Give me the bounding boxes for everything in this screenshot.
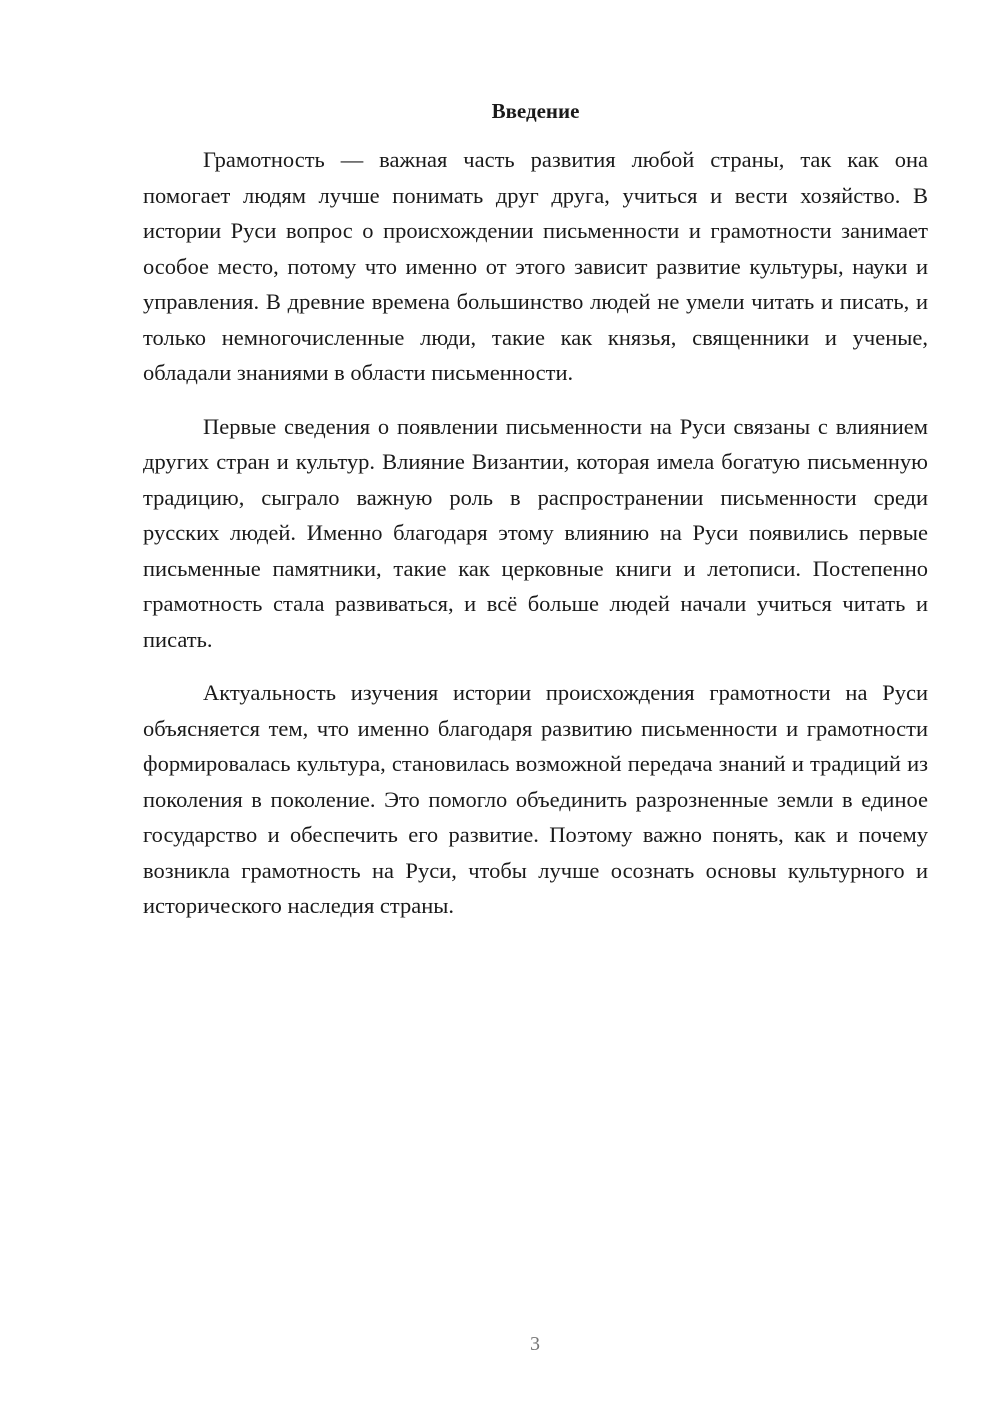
section-title: Введение [491, 99, 580, 123]
paragraph-1: Грамотность — важная часть развития любой страны, так как она помогает людям лучше понимать друг друга, учиться и вести хозяйство. В истории Руси вопрос о происхождении письменности и грамотности занимает особое место, потому что именно от этого зависит развитие культуры, науки и управления. В древние времена большинство людей не умели читать и писать, и только немногочисленные люди, такие как князья, священники и ученые, обладали знаниями в области письменности. [143, 147, 928, 385]
page-number: 3 [530, 1333, 540, 1355]
paragraph-3: Актуальность изучения истории происхождения грамотности на Руси объясняется тем, что именно благодаря развитию письменности и грамотности формировалась культура, становилась возможной передача знаний и традиций из поколения в поколение. Это помогло объединить разрозненные земли в единое государство и обеспечить его развитие. Поэтому важно понять, как и почему возникла грамотность на Руси, чтобы лучше осознать основы культурного и исторического наследия страны. [143, 680, 928, 918]
body-text [143, 142, 928, 942]
paragraph-2: Первые сведения о появлении письменности на Руси связаны с влиянием других стран и культур. Влияние Византии, которая имела богатую письменную традицию, сыграло важную роль в распространении письменности среди русских людей. Именно благодаря этому влиянию на Руси появились первые письменные памятники, такие как церковные книги и летописи. Постепенно грамотность стала развиваться, и всё больше людей начали учиться читать и писать. [143, 413, 928, 652]
